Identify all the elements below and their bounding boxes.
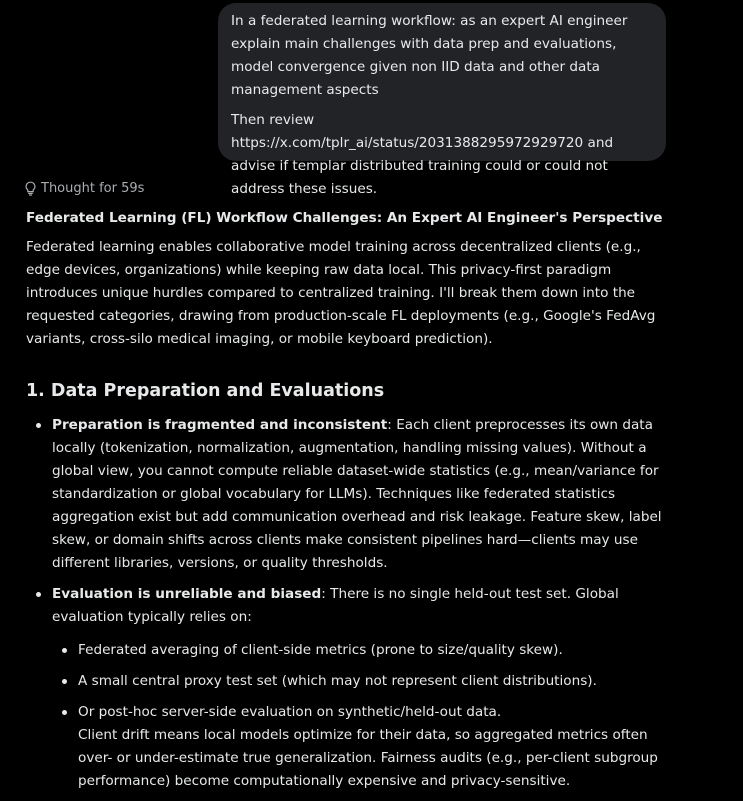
list-item	[52, 414, 666, 575]
thought-label: Thought for 59s	[41, 180, 145, 196]
section-title: 1. Data Preparation and Evaluations	[26, 381, 385, 401]
bullet-text: : There is no single held-out test set. Global evaluation typically relies on:	[52, 586, 619, 625]
bullet-lead: Evaluation is unreliable and biased	[52, 586, 322, 602]
bullet-text: : Each client preprocesses its own data locally (tokenization, normalization, augmentation, handling missing values). Without a global view, you cannot compute reliable dataset-wide statistics (e.g., mean/variance for standardization or global vocabulary for LLMs). Techniques like federated statistics aggregation exist but add communication overhead and risk leakage. Feature skew, label skew, or domain shifts across clients make consistent pipelines hard—clients may use different libraries, versions, or quality thresholds.	[52, 417, 662, 571]
bullet-list	[26, 414, 666, 793]
user-message-bubble	[218, 3, 666, 197]
user-message-paragraph-2: Then review https://x.com/tplr_ai/status/2031388295972929720 and advise if templar distributed training could or could not address these issues.	[231, 112, 614, 197]
sub-list-item	[78, 701, 666, 793]
lightbulb-icon	[24, 181, 37, 196]
list-item	[52, 583, 666, 793]
thought-toggle[interactable]	[24, 179, 144, 197]
bullet-lead: Preparation is fragmented and inconsistent	[52, 417, 388, 433]
answer-heading: Federated Learning (FL) Workflow Challenges: An Expert AI Engineer's Perspective	[26, 210, 663, 226]
sub-item-text: A small central proxy test set (which may not represent client distributions).	[78, 673, 597, 689]
answer-intro: Federated learning enables collaborative model training across decentralized clients (e.g., edge devices, organizations) while keeping raw data local. This privacy-first paradigm introduces unique hurdles compared to centralized training. I'll break them down into the requested categories, drawing from production-scale FL deployments (e.g., Google's FedAvg variants, cross-silo medical imaging, or mobile keyboard prediction).	[26, 239, 656, 347]
sub-item-text: Or post-hoc server-side evaluation on synthetic/held-out data.	[78, 704, 502, 720]
sub-list-item	[78, 639, 666, 662]
sub-list-item	[78, 670, 666, 693]
assistant-answer	[26, 207, 666, 801]
sub-item-text: Federated averaging of client-side metrics (prone to size/quality skew).	[78, 642, 563, 658]
sub-bullet-list	[52, 639, 666, 793]
sub-item-continuation: Client drift means local models optimize for their data, so aggregated metrics often over- or under-estimate true generalization. Fairness audits (e.g., per-client subgroup performance) become computationally expensive and privacy-sensitive.	[78, 727, 658, 789]
user-message-paragraph-1: In a federated learning workflow: as an expert AI engineer explain main challenges with data prep and evaluations, model convergence given non IID data and other data management aspects	[231, 13, 628, 98]
